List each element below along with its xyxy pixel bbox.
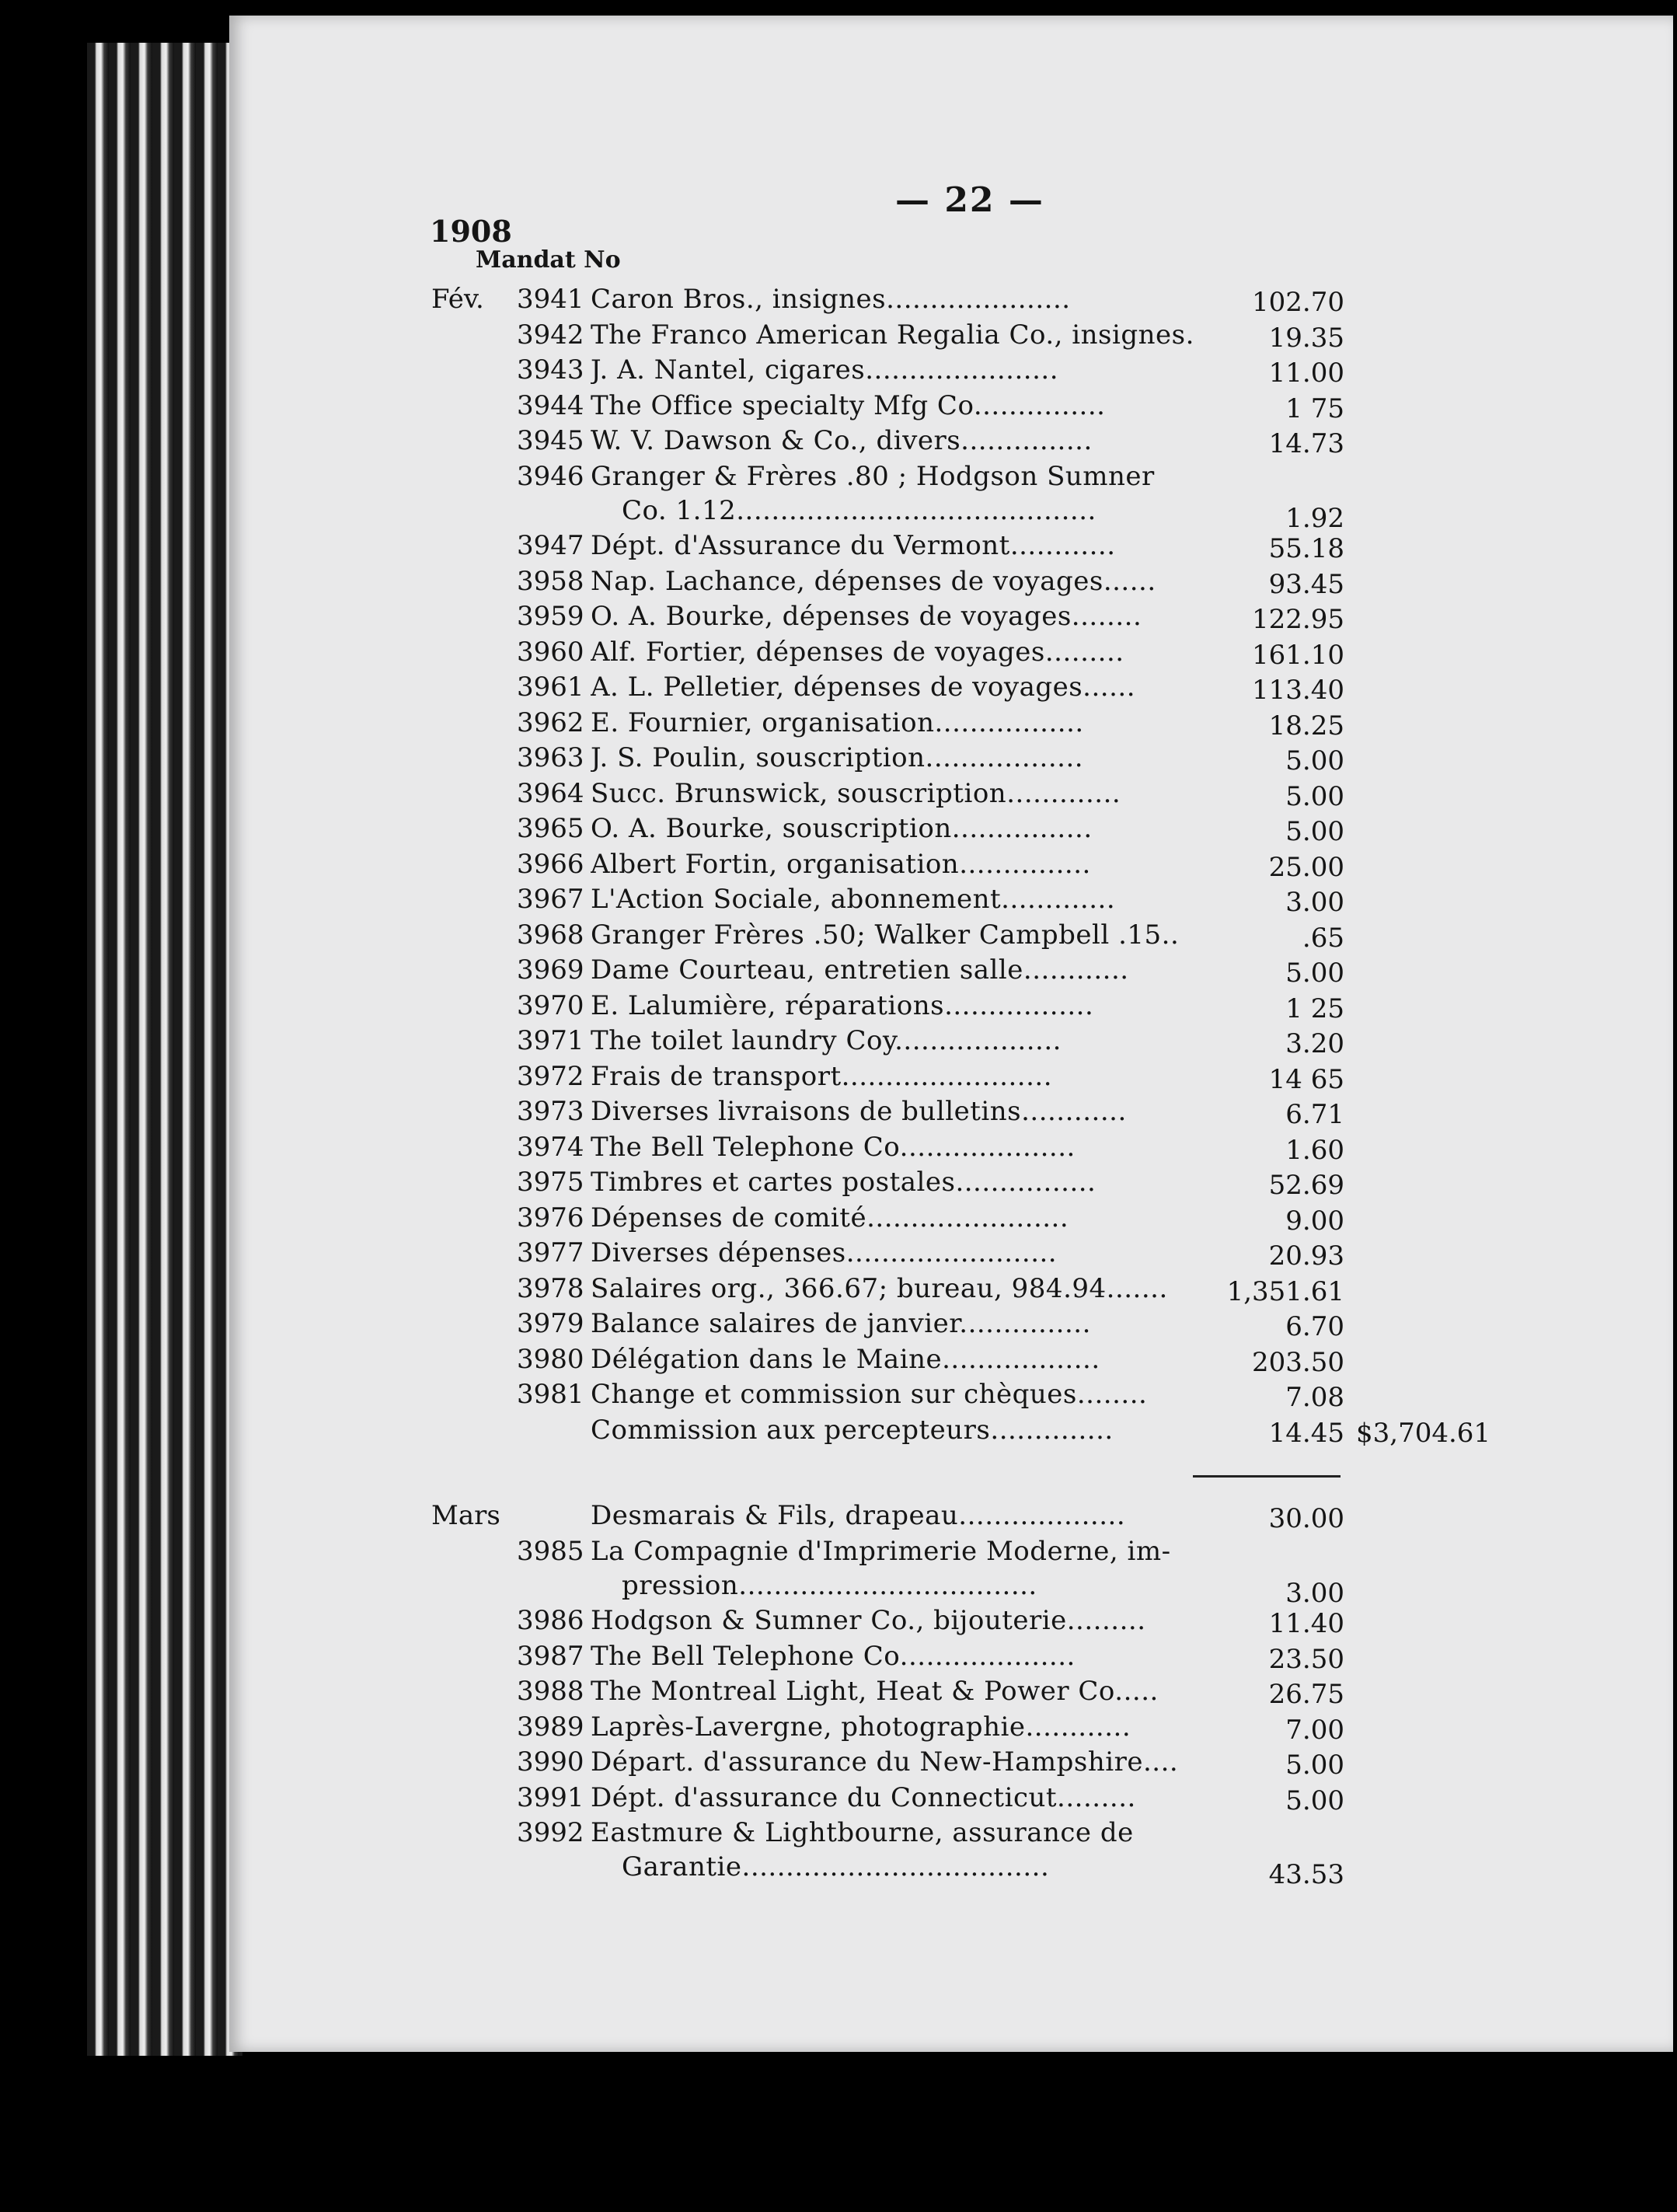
ledger-row bbox=[0, 1273, 1677, 1309]
entry-description: Diverses dépenses........................ bbox=[591, 1237, 1058, 1268]
entry-amount: 11.40 bbox=[1268, 1608, 1344, 1639]
mandat-number: 3973 bbox=[517, 1096, 584, 1127]
entry-amount: .65 bbox=[1302, 922, 1344, 954]
ledger-row bbox=[0, 319, 1677, 355]
mandat-number: 3945 bbox=[517, 425, 584, 456]
entry-description: A. L. Pelletier, dépenses de voyages...... bbox=[591, 672, 1136, 703]
mandat-number: 3962 bbox=[517, 707, 584, 738]
ledger-row bbox=[0, 919, 1677, 955]
mandat-number: 3970 bbox=[517, 989, 584, 1021]
entry-amount: 25.00 bbox=[1268, 851, 1344, 883]
ledger-row bbox=[0, 1711, 1677, 1747]
mandat-number: 3942 bbox=[517, 319, 584, 351]
entry-description: Eastmure & Lightbourne, assurance de bbox=[591, 1817, 1134, 1848]
entry-amount: 5.00 bbox=[1285, 816, 1344, 847]
entry-description: Nap. Lachance, dépenses de voyages...... bbox=[591, 565, 1156, 597]
entry-amount: 52.69 bbox=[1268, 1170, 1344, 1201]
entry-description: Frais de transport........................ bbox=[591, 1060, 1053, 1092]
entry-amount: 1.92 bbox=[1285, 502, 1344, 534]
mandat-number: 3974 bbox=[517, 1131, 584, 1163]
entry-description: Dépt. d'assurance du Connecticut......... bbox=[591, 1781, 1136, 1813]
entry-description: The Bell Telephone Co.................... bbox=[591, 1640, 1076, 1672]
entry-description-continued: Co. 1.12......................................... bbox=[622, 494, 1096, 526]
entry-description: E. Lalumière, réparations................. bbox=[591, 989, 1094, 1021]
ledger-row bbox=[0, 601, 1677, 637]
entry-description: La Compagnie d'Imprimerie Moderne, im- bbox=[591, 1535, 1171, 1567]
mandat-number: 3972 bbox=[517, 1060, 584, 1092]
mandat-number: 3941 bbox=[517, 284, 584, 315]
entry-description: Alf. Fortier, dépenses de voyages......... bbox=[591, 636, 1124, 668]
entry-amount: 30.00 bbox=[1268, 1503, 1344, 1534]
entry-description: Granger Frères .50; Walker Campbell .15.. bbox=[591, 919, 1180, 951]
entry-amount: 11.00 bbox=[1268, 358, 1344, 389]
entry-amount: 161.10 bbox=[1252, 639, 1344, 671]
mandat-number: 3987 bbox=[517, 1640, 584, 1672]
entry-description: Desmarais & Fils, drapeau................... bbox=[591, 1500, 1126, 1531]
entry-amount: 14.45 bbox=[1268, 1417, 1344, 1449]
mandat-number: 3975 bbox=[517, 1167, 584, 1198]
ledger-row bbox=[0, 707, 1677, 743]
month-label: Fév. bbox=[431, 284, 484, 315]
ledger-row bbox=[0, 1096, 1677, 1132]
mandat-number: 3990 bbox=[517, 1746, 584, 1778]
mandat-number: 3977 bbox=[517, 1237, 584, 1268]
mandat-number: 3960 bbox=[517, 636, 584, 668]
ledger-row bbox=[0, 1782, 1677, 1818]
month-label: Mars bbox=[431, 1500, 500, 1531]
ledger-row bbox=[0, 1061, 1677, 1097]
entry-amount: 9.00 bbox=[1285, 1205, 1344, 1237]
entry-description: Caron Bros., insignes..................... bbox=[591, 284, 1071, 315]
entry-amount: 19.35 bbox=[1268, 322, 1344, 354]
ledger-row bbox=[0, 954, 1677, 990]
ledger-row bbox=[0, 778, 1677, 814]
ledger-row bbox=[0, 566, 1677, 602]
entry-description: Granger & Frères .80 ; Hodgson Sumner bbox=[591, 460, 1155, 492]
ledger-row bbox=[0, 1132, 1677, 1167]
mandat-column-header: Mandat No bbox=[476, 246, 621, 274]
ledger-row bbox=[0, 1746, 1677, 1782]
entry-amount: 26.75 bbox=[1268, 1679, 1344, 1710]
entry-description: Albert Fortin, organisation............... bbox=[591, 848, 1091, 880]
entry-description: E. Fournier, organisation................. bbox=[591, 707, 1084, 738]
mandat-number: 3961 bbox=[517, 672, 584, 703]
entry-amount: 102.70 bbox=[1252, 287, 1344, 318]
ledger-row bbox=[0, 1025, 1677, 1061]
entry-description: Dame Courteau, entretien salle............ bbox=[591, 954, 1129, 986]
entry-description: The Franco American Regalia Co., insignes. bbox=[591, 319, 1194, 351]
ledger-row bbox=[0, 849, 1677, 884]
entry-amount: 203.50 bbox=[1252, 1346, 1344, 1378]
mandat-number: 3980 bbox=[517, 1343, 584, 1375]
entry-amount: 23.50 bbox=[1268, 1643, 1344, 1675]
entry-description: The Bell Telephone Co.................... bbox=[591, 1131, 1076, 1163]
entry-description-continued: pression.................................. bbox=[622, 1569, 1037, 1601]
ledger-row bbox=[0, 1500, 1677, 1536]
entry-amount: 1.60 bbox=[1285, 1134, 1344, 1166]
ledger-row bbox=[0, 813, 1677, 849]
mandat-number: 3967 bbox=[517, 884, 584, 915]
entry-description: W. V. Dawson & Co., divers............... bbox=[591, 425, 1093, 456]
entry-description: J. S. Poulin, souscription.................. bbox=[591, 742, 1084, 773]
entry-amount: 5.00 bbox=[1285, 1750, 1344, 1781]
mandat-number: 3963 bbox=[517, 742, 584, 773]
entry-amount: 3.20 bbox=[1285, 1028, 1344, 1059]
entry-amount: 3.00 bbox=[1285, 1577, 1344, 1609]
ledger-row bbox=[0, 1379, 1677, 1415]
entry-description: Balance salaires de janvier............... bbox=[591, 1308, 1091, 1339]
ledger-row bbox=[0, 1817, 1677, 1890]
entry-amount: 5.00 bbox=[1285, 780, 1344, 812]
entry-description: L'Action Sociale, abonnement............. bbox=[591, 884, 1116, 915]
entry-description: Hodgson & Sumner Co., bijouterie......... bbox=[591, 1605, 1146, 1636]
entry-description-continued: Garantie................................... bbox=[622, 1851, 1050, 1882]
mandat-number: 3958 bbox=[517, 565, 584, 597]
entry-amount: 14 65 bbox=[1268, 1063, 1344, 1095]
entry-amount: 1 25 bbox=[1285, 993, 1344, 1024]
entry-amount: 20.93 bbox=[1268, 1240, 1344, 1272]
ledger-row bbox=[0, 1237, 1677, 1273]
entry-description: O. A. Bourke, dépenses de voyages........ bbox=[591, 601, 1142, 632]
ledger-row bbox=[0, 1676, 1677, 1711]
mandat-number: 3959 bbox=[517, 601, 584, 632]
entry-amount: 93.45 bbox=[1268, 568, 1344, 600]
entry-amount: 122.95 bbox=[1252, 604, 1344, 635]
mandat-number: 3986 bbox=[517, 1605, 584, 1636]
entry-description: O. A. Bourke, souscription................ bbox=[591, 813, 1093, 844]
ledger-row bbox=[0, 284, 1677, 319]
ledger-row bbox=[0, 884, 1677, 919]
ledger-row bbox=[0, 1605, 1677, 1641]
ledger-row bbox=[0, 990, 1677, 1026]
entry-amount: 7.08 bbox=[1285, 1382, 1344, 1413]
entry-description: Laprès-Lavergne, photographie............ bbox=[591, 1711, 1131, 1743]
mandat-number: 3944 bbox=[517, 389, 584, 421]
entry-amount: 6.70 bbox=[1285, 1311, 1344, 1342]
entry-description: Salaires org., 366.67; bureau, 984.94....... bbox=[591, 1272, 1168, 1304]
entry-description: Dépt. d'Assurance du Vermont............ bbox=[591, 530, 1116, 561]
ledger-row bbox=[0, 390, 1677, 426]
entry-amount: 18.25 bbox=[1268, 710, 1344, 741]
mandat-number: 3979 bbox=[517, 1308, 584, 1339]
entry-amount: 5.00 bbox=[1285, 1785, 1344, 1816]
mandat-number: 3991 bbox=[517, 1781, 584, 1813]
mandat-number: 3947 bbox=[517, 530, 584, 561]
page-number: — 22 — bbox=[895, 180, 1044, 220]
entry-description: Timbres et cartes postales................ bbox=[591, 1167, 1096, 1198]
year-heading: 1908 bbox=[430, 214, 512, 249]
entry-description: Succ. Brunswick, souscription............. bbox=[591, 777, 1121, 809]
entry-amount: 14.73 bbox=[1268, 428, 1344, 459]
entry-description: Délégation dans le Maine.................. bbox=[591, 1343, 1100, 1375]
ledger-row bbox=[0, 742, 1677, 778]
ledger-row bbox=[0, 1202, 1677, 1238]
month-total: $3,704.61 bbox=[1356, 1417, 1491, 1449]
ledger-row bbox=[0, 460, 1677, 534]
entry-amount: 5.00 bbox=[1285, 745, 1344, 776]
entry-amount: 1,351.61 bbox=[1226, 1275, 1344, 1307]
ledger-row bbox=[0, 1308, 1677, 1344]
entry-amount: 5.00 bbox=[1285, 958, 1344, 989]
ledger-row bbox=[0, 1167, 1677, 1202]
entry-description: Diverses livraisons de bulletins............ bbox=[591, 1096, 1127, 1127]
mandat-number: 3988 bbox=[517, 1676, 584, 1707]
ledger-row bbox=[0, 637, 1677, 672]
ledger-row bbox=[0, 1641, 1677, 1676]
mandat-number: 3964 bbox=[517, 777, 584, 809]
mandat-number: 3989 bbox=[517, 1711, 584, 1743]
entry-amount: 1 75 bbox=[1285, 393, 1344, 424]
mandat-number: 3946 bbox=[517, 460, 584, 492]
subtotal-rule bbox=[1193, 1475, 1341, 1478]
entry-description: J. A. Nantel, cigares...................... bbox=[591, 354, 1059, 386]
mandat-number: 3981 bbox=[517, 1379, 584, 1410]
entry-amount: 3.00 bbox=[1285, 887, 1344, 918]
ledger-row bbox=[0, 672, 1677, 707]
mandat-number: 3966 bbox=[517, 848, 584, 880]
mandat-number: 3968 bbox=[517, 919, 584, 951]
ledger-row bbox=[0, 354, 1677, 390]
entry-amount: 113.40 bbox=[1252, 675, 1344, 706]
entry-description: Dépenses de comité....................... bbox=[591, 1202, 1069, 1233]
mandat-number: 3971 bbox=[517, 1025, 584, 1056]
ledger-row bbox=[0, 1535, 1677, 1609]
mandat-number: 3965 bbox=[517, 813, 584, 844]
mandat-number: 3985 bbox=[517, 1535, 584, 1567]
entry-description: Départ. d'assurance du New-Hampshire.... bbox=[591, 1746, 1179, 1778]
mandat-number: 3943 bbox=[517, 354, 584, 386]
mandat-number: 3976 bbox=[517, 1202, 584, 1233]
mandat-number: 3978 bbox=[517, 1272, 584, 1304]
entry-description: The Office specialty Mfg Co............... bbox=[591, 389, 1106, 421]
ledger-row bbox=[0, 1415, 1677, 1450]
entry-amount: 43.53 bbox=[1268, 1859, 1344, 1890]
entry-amount: 55.18 bbox=[1268, 533, 1344, 564]
ledger-row bbox=[0, 530, 1677, 566]
ledger-row bbox=[0, 425, 1677, 461]
mandat-number: 3992 bbox=[517, 1817, 584, 1848]
entry-description: The Montreal Light, Heat & Power Co..... bbox=[591, 1676, 1159, 1707]
entry-description: Change et commission sur chèques........ bbox=[591, 1379, 1148, 1410]
ledger-row bbox=[0, 1344, 1677, 1380]
entry-description: Commission aux percepteurs.............. bbox=[591, 1414, 1114, 1446]
entry-amount: 6.71 bbox=[1285, 1099, 1344, 1130]
mandat-number: 3969 bbox=[517, 954, 584, 986]
entry-amount: 7.00 bbox=[1285, 1714, 1344, 1746]
entry-description: The toilet laundry Coy................... bbox=[591, 1025, 1062, 1056]
